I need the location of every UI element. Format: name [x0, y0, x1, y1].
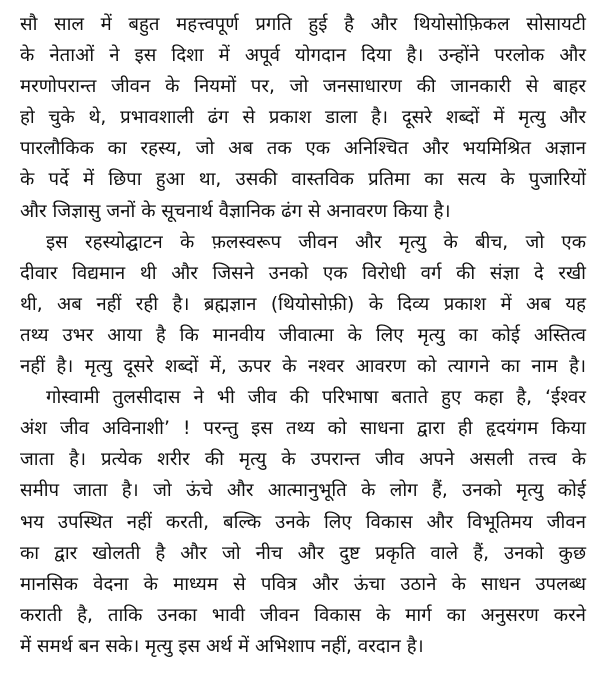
text-line: गोस्वामी तुलसीदास ने भी जीव की परिभाषा बताते हुए कहा है, ‘ईश्वर	[46, 387, 586, 409]
text-line: मरणोपरान्त जीवन के नियमों पर, जो जनसाधारण की जानकारी से बाहर	[20, 76, 586, 98]
paragraph-1	[20, 9, 586, 227]
text-line: का द्वार खोलती है और जो नीच और दुष्ट प्रकृति वाले हैं, उनको कुछ	[20, 542, 586, 564]
paragraph-3	[20, 382, 586, 662]
text-line: नहीं है। मृत्यु दूसरे शब्दों में, ऊपर के नश्वर आवरण को त्यागने का नाम है।	[20, 356, 586, 378]
text-line: जाता है। प्रत्येक शरीर की मृत्यु के उपरान्त जीव अपने असली तत्त्व के	[20, 449, 586, 471]
text-line: थी, अब नहीं रही है। ब्रह्मज्ञान (थियोसोफ़ी) के दिव्य प्रकाश में अब यह	[20, 293, 586, 315]
text-line: भय उपस्थित नहीं करती, बल्कि उनके लिए विकास और विभूतिमय जीवन	[20, 511, 586, 533]
text-line: के नेताओं ने इस दिशा में अपूर्व योगदान दिया है। उन्होंने परलोक और	[20, 45, 586, 67]
text-line: सौ साल में बहुत महत्त्वपूर्ण प्रगति हुई है और थियोसोफ़िकल सोसायटी	[20, 14, 586, 35]
text-line: हो चुके थे, प्रभावशाली ढंग से प्रकाश डाला है। दूसरे शब्दों में मृत्यु और	[20, 107, 586, 129]
text-line: और जिज्ञासु जनों के सूचनार्थ वैज्ञानिक ढंग से अनावरण किया है।	[20, 200, 451, 222]
text-line: दीवार विद्यमान थी और जिसने उनको एक विरोधी वर्ग की संज्ञा दे रखी	[20, 262, 586, 284]
text-line: के पर्दे में छिपा हुआ था, उसकी वास्तविक प्रतिमा का सत्य के पुजारियों	[20, 169, 586, 191]
text-line: में समर्थ बन सके। मृत्यु इस अर्थ में अभिशाप नहीं, वरदान है।	[20, 635, 424, 657]
text-line: समीप जाता है। जो ऊंचे और आत्मानुभूति के लोग हैं, उनको मृत्यु कोई	[20, 480, 586, 502]
text-line: अंश जीव अविनाशी’ ! परन्तु इस तथ्य को साधना द्वारा ही हृदयंगम किया	[20, 418, 586, 440]
text-line: इस रहस्योद्घाटन के फ़लस्वरूप जीवन और मृत्यु के बीच, जो एक	[46, 231, 586, 253]
paragraph-2	[20, 227, 586, 382]
text-line: मानसिक वेदना के माध्यम से पवित्र और ऊंचा उठाने के साधन उपलब्ध	[20, 573, 586, 595]
text-line: तथ्य उभर आया है कि मानवीय जीवात्मा के लिए मृत्यु का कोई अस्तित्व	[20, 324, 586, 346]
text-line: कराती है, ताकि उनका भावी जीवन विकास के मार्ग का अनुसरण करने	[20, 604, 586, 626]
text-line: पारलौकिक का रहस्य, जो अब तक एक अनिश्चित और भयमिश्रित अज्ञान	[20, 138, 586, 160]
